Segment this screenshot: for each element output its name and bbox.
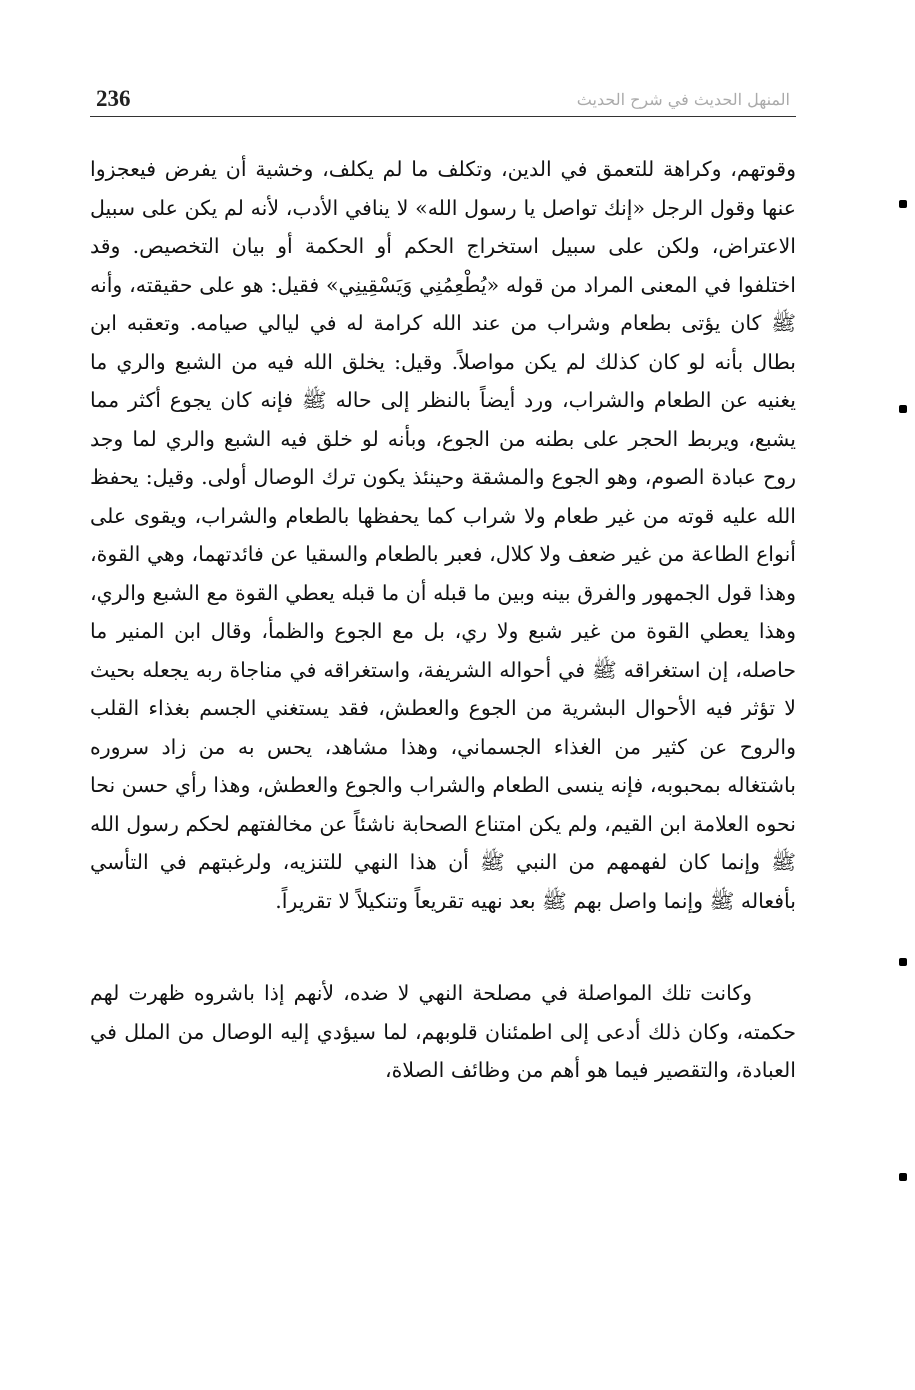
body-text (90, 150, 796, 1090)
margin-mark (899, 958, 907, 966)
page-number: 236 (96, 86, 131, 111)
paragraph: وكانت تلك المواصلة في مصلحة النهي لا ضده، لأنهم إذا باشروه ظهرت لهم حكمته، وكان ذلك أدعى إلى اطمئنان قلوبهم، لما سيؤدي إليه الوصال من الملل في العبادة، والتقصير فيما هو أهم من وظائف الصلاة، (90, 981, 796, 1082)
running-title: المنهل الحديث في شرح الحديث (576, 90, 790, 109)
paragraph: وقوتهم، وكراهة للتعمق في الدين، وتكلف ما لم يكلف، وخشية أن يفرض فيعجزوا عنها وقول الرجل «إنك تواصل يا رسول الله» لا ينافي الأدب، لأنه لم يكن على سبيل الاعتراض، ولكن على سبيل استخراج الحكم أو الحكمة أو بيان التخصيص. وقد اختلفوا في المعنى المراد من قوله «يُطْعِمُنِي وَيَسْقِينِي» فقيل: هو على حقيقته، وأنه ﷺ كان يؤتى بطعام وشراب من عند الله كرامة له في ليالي صيامه. وتعقبه ابن بطال بأنه لو كان كذلك لم يكن مواصلاً. وقيل: يخلق الله فيه من الشبع والري ما يغنيه عن الطعام والشراب، ورد أيضاً بالنظر إلى حاله ﷺ فإنه كان يجوع أكثر مما يشبع، ويربط الحجر على بطنه من الجوع، وبأنه لو خلق فيه الشبع والري لما وجد روح عبادة الصوم، وهو الجوع والمشقة وحينئذ يكون ترك الوصال أولى. وقيل: يحفظ الله عليه قوته من غير طعام ولا شراب كما يحفظها بالطعام والشراب، ويقوى على أنواع الطاعة من غير ضعف ولا كلال، فعبر بالطعام والسقيا عن فائدتهما، وهي القوة، وهذا قول الجمهور والفرق بينه وبين ما قبله أن ما قبله يعطي القوة مع الشبع والري، وهذا يعطي القوة من غير شبع ولا ري، بل مع الجوع والظمأ، وقال ابن المنير ما حاصله، إن استغراقه ﷺ في أحواله الشريفة، واستغراقه في مناجاة ربه يجعله بحيث لا تؤثر فيه الأحوال البشرية من الجوع والعطش، فقد يستغني الجسم بغذاء القلب والروح عن كثير من الغذاء الجسماني، وهذا مشاهد، يحس به من زاد سروره باشتغاله بمحبوبه، فإنه ينسى الطعام والشراب والجوع والعطش، وهذا رأي حسن نحا نحوه العلامة ابن القيم، ولم يكن امتناع الصحابة ناشئاً عن مخالفتهم لحكم رسول الله ﷺ وإنما كان لفهمهم من النبي ﷺ أن هذا النهي للتنزيه، ولرغبتهم في التأسي بأفعاله ﷺ وإنما واصل بهم ﷺ بعد نهيه تقريعاً وتنكيلاً لا تقريراً. (90, 157, 796, 913)
margin-mark (899, 1173, 907, 1181)
margin-mark (899, 200, 907, 208)
margin-mark (899, 405, 907, 413)
page-header (90, 84, 796, 118)
header-rule (90, 116, 796, 117)
